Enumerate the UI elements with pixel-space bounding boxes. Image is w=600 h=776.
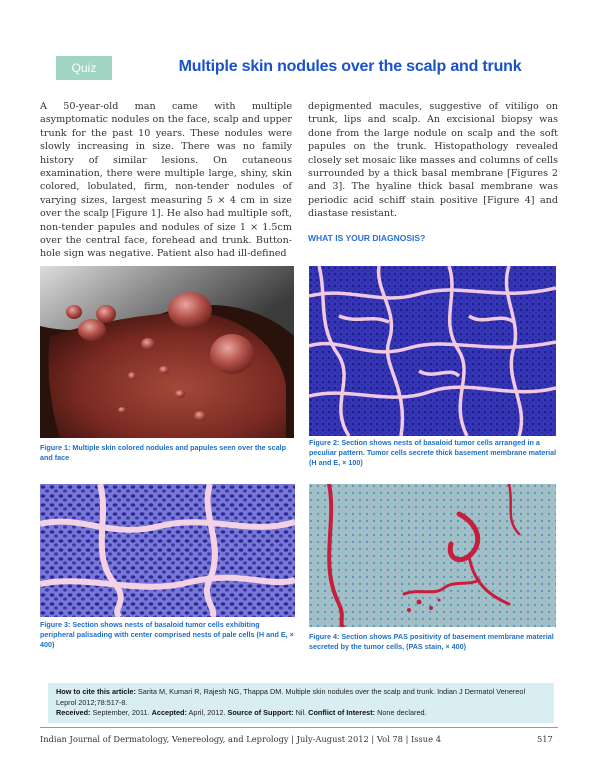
body-text-right: depigmented macules, suggestive of vitiligo on trunk, lips and scalp. An excisional biopsy was done from the large nodule on scalp and the soft papules on the trunk. Histopathology revealed closely set mosaic like masses and columns of cells surrounded by a thick basal membrane [Figures 2 and 3]. The hyaline thick basal membrane was periodic acid schiff stain positive [Figure 4] and diastase resistant. <box>308 101 558 220</box>
quiz-tag: Quiz <box>56 56 112 80</box>
figure-2-caption: Figure 2: Section shows nests of basaloid tumor cells arranged in a peculiar pattern. Tumor cells secrete thick basement membrane material (H and E, × 100) <box>309 438 557 467</box>
conflict-label: Conflict of Interest: <box>308 708 376 717</box>
page-number: 517 <box>537 734 553 744</box>
figure-3-histology-he-400 <box>40 484 295 617</box>
received-value: September, 2011. <box>92 708 150 717</box>
article-title: Multiple skin nodules over the scalp and trunk <box>178 58 522 75</box>
how-to-cite <box>56 687 546 708</box>
accepted-value: April, 2012. <box>188 708 226 717</box>
how-to-cite-label: How to cite this article: <box>56 687 136 696</box>
figure-1-clinical-photo <box>40 266 294 438</box>
figure-1-caption: Figure 1: Multiple skin colored nodules and papules seen over the scalp and face <box>40 443 287 462</box>
received-label: Received: <box>56 708 91 717</box>
figure-3-caption: Figure 3: Section shows nests of basaloid tumor cells exhibiting peripheral palisading with center comprised nests of pale cells (H and E, × 400) <box>40 620 294 649</box>
figure-4-pas-stain <box>309 484 556 627</box>
citation-box <box>48 683 554 723</box>
accepted-label: Accepted: <box>151 708 187 717</box>
submission-info <box>56 708 546 719</box>
support-value: Nil. <box>295 708 307 717</box>
body-text-left: A 50-year-old man came with multiple asymptomatic nodules on the face, scalp and upper trunk for the past 10 years. These nodules were slowly increasing in size. There was no family history of similar lesions. On cutaneous examination, there were multiple large, shiny, skin colored, lobulated, firm, non-tender nodules of varying sizes, largest measuring 5 × 4 cm in size over the scalp [Figure 1]. He also had multiple soft, non-tender papules and nodules of size 1 × 1.5cm over the central face, forehead and trunk. Button-hole sign was negative. Patient also had ill-defined <box>40 101 292 260</box>
journal-footer: Indian Journal of Dermatology, Venereology, and Leprology | July-August 2012 | Vol 78 | Issue 4 <box>40 734 441 744</box>
support-label: Source of Support: <box>227 708 294 717</box>
diagnosis-question-heading: WHAT IS YOUR DIAGNOSIS? <box>308 233 426 243</box>
figure-2-histology-he-100 <box>309 266 556 436</box>
how-to-cite-text: Sarita M, Kumari R, Rajesh NG, Thappa DM. Multiple skin nodules over the scalp and trunk. Indian J Dermatol Venereol Leprol 2012;78:517-8. <box>56 687 526 707</box>
figure-4-caption: Figure 4: Section shows PAS positivity of basement membrane material secreted by the tumor cells, (PAS stain, × 400) <box>309 632 554 651</box>
footer-divider <box>40 727 558 728</box>
conflict-value: None declared. <box>377 708 427 717</box>
